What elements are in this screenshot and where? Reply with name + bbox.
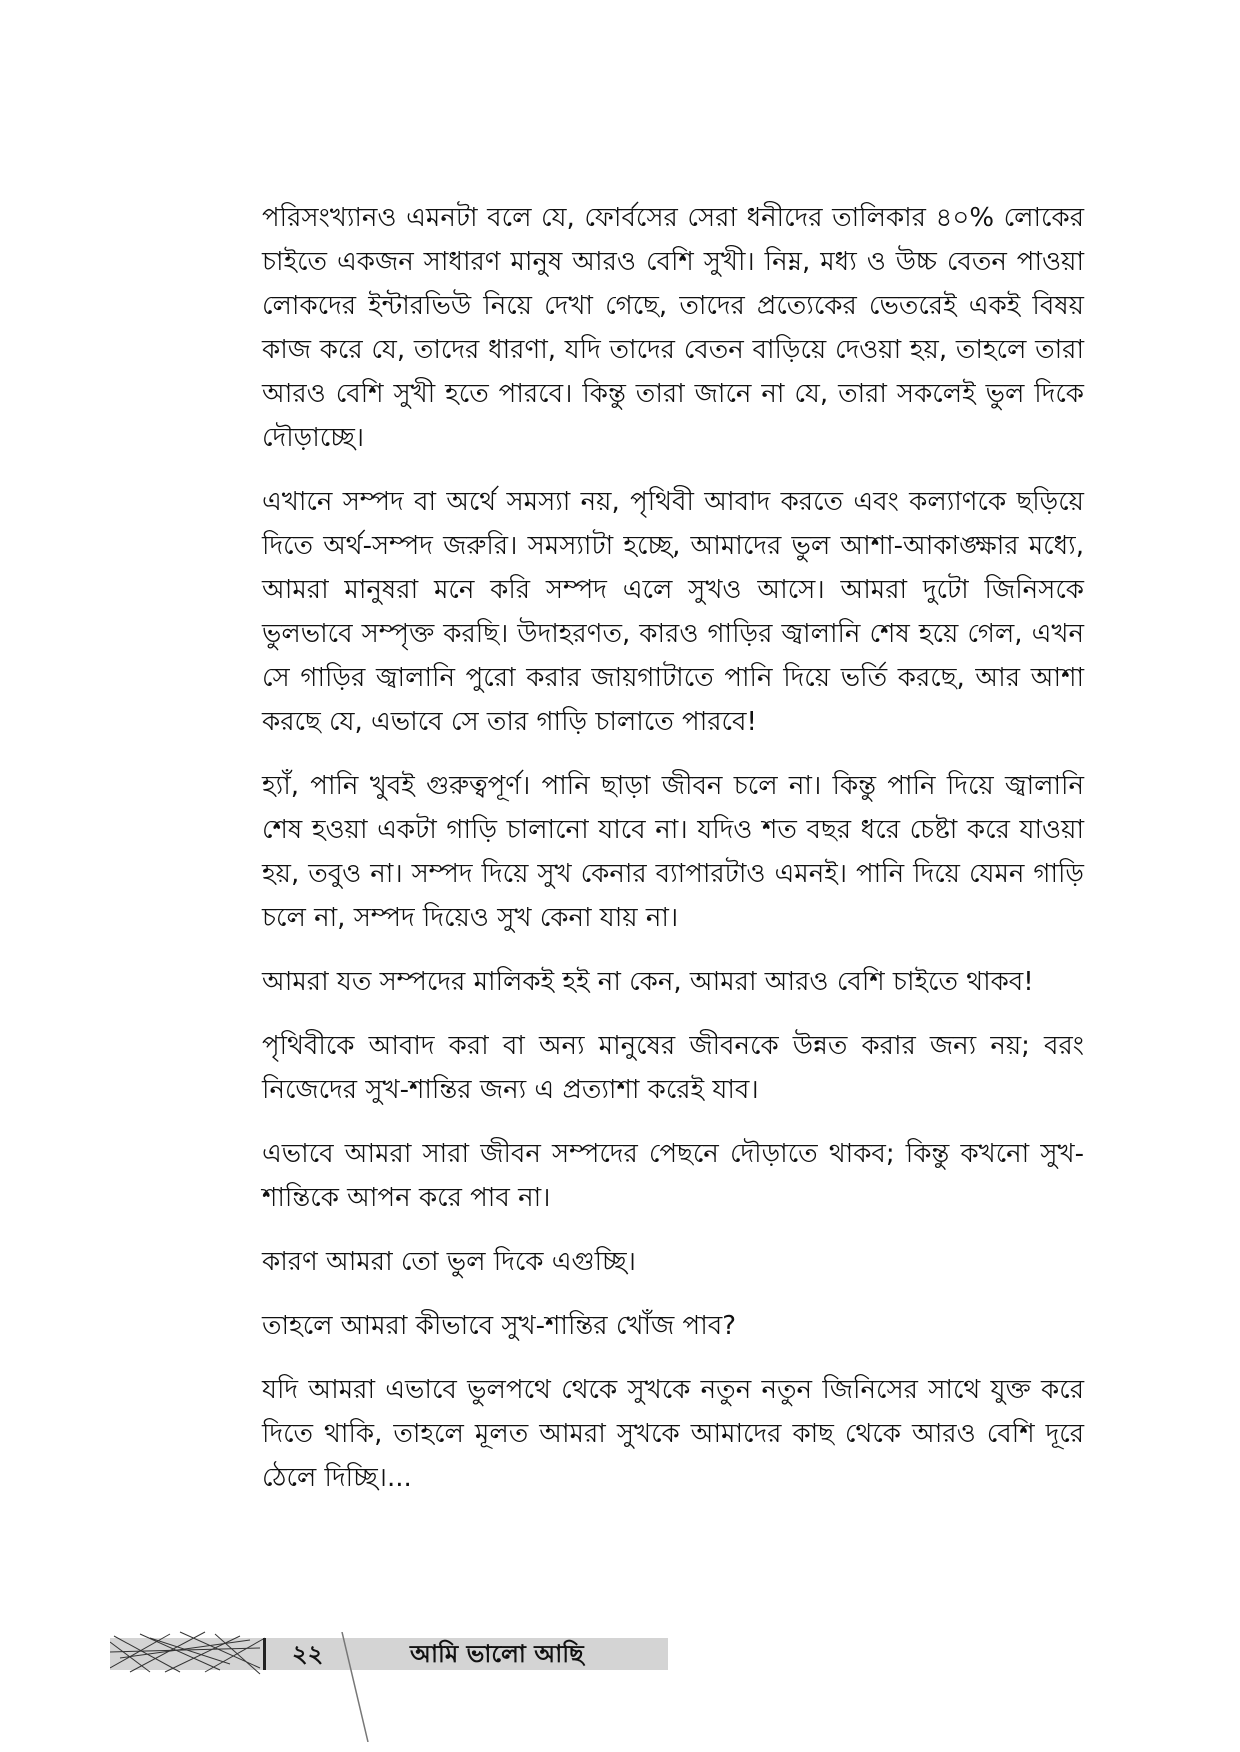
paragraph-wealth-problem: এখানে সম্পদ বা অর্থে সমস্যা নয়, পৃথিবী আবাদ করতে এবং কল্যাণকে ছড়িয়ে দিতে অর্থ-সম্পদ জরুরি। সমস্যাটা হচ্ছে, আমাদের ভুল আশা-আকাঙ্ক্ষার মধ্যে, আমরা মানুষরা মনে করি সম্পদ এলে সুখও আসে। আমরা দুটো জিনিসকে ভুলভাবে সম্পৃক্ত করছি। উদাহরণত, কারও গাড়ির জ্বালানি শেষ হয়ে গেল, এখন সে গাড়ির জ্বালানি পুরো করার জায়গাটাতে পানি দিয়ে ভর্তি করছে, আর আশা করছে যে, এভাবে সে তার গাড়ি চালাতে পারবে! (262, 487, 1084, 737)
paragraph-question: তাহলে আমরা কীভাবে সুখ-শান্তির খোঁজ পাব? (262, 1311, 737, 1341)
footer-line-ornament (110, 1628, 270, 1676)
paragraph-want-more: আমরা যত সম্পদের মালিকই হই না কেন, আমরা আরও বেশি চাইতে থাকব! (262, 967, 1034, 997)
paragraph-expectation: পৃথিবীকে আবাদ করা বা অন্য মানুষের জীবনকে উন্নত করার জন্য নয়; বরং নিজেদের সুখ-শান্তির জন্য এ প্রত্যাশা করেই যাব। (262, 1031, 1084, 1105)
paragraph-conclusion: যদি আমরা এভাবে ভুলপথে থেকে সুখকে নতুন নতুন জিনিসের সাথে যুক্ত করে দিতে থাকি, তাহলে মূলত আমরা সুখকে আমাদের কাছ থেকে আরও বেশি দূরে ঠেলে দিচ্ছি।... (262, 1375, 1084, 1493)
paragraph-water-analogy: হ্যাঁ, পানি খুবই গুরুত্বপূর্ণ। পানি ছাড়া জীবন চলে না। কিন্তু পানি দিয়ে জ্বালানি শেষ হওয়া একটা গাড়ি চালানো যাবে না। যদিও শত বছর ধরে চেষ্টা করে যাওয়া হয়, তবুও না। সম্পদ দিয়ে সুখ কেনার ব্যাপারটাও এমনই। পানি দিয়ে যেমন গাড়ি চলে না, সম্পদ দিয়েও সুখ কেনা যায় না। (262, 771, 1084, 933)
page-number: ২২ (292, 1640, 324, 1668)
page-footer (110, 1632, 668, 1672)
book-title: আমি ভালো আছি (410, 1640, 584, 1668)
paragraph-wrong-direction: কারণ আমরা তো ভুল দিকে এগুচ্ছি। (262, 1247, 636, 1277)
paragraph-chasing-wealth: এভাবে আমরা সারা জীবন সম্পদের পেছনে দৌড়াতে থাকব; কিন্তু কখনো সুখ-শান্তিকে আপন করে পাব না। (262, 1139, 1084, 1213)
page-body (262, 196, 1084, 1520)
footer-separator (263, 1638, 266, 1670)
paragraph-statistics: পরিসংখ্যানও এমনটা বলে যে, ফোর্বসের সেরা ধনীদের তালিকার ৪০% লোকের চাইতে একজন সাধারণ মানুষ আরও বেশি সুখী। নিম্ন, মধ্য ও উচ্চ বেতন পাওয়া লোকদের ইন্টারভিউ নিয়ে দেখা গেছে, তাদের প্রত্যেকের ভেতরেই একই বিষয় কাজ করে যে, তাদের ধারণা, যদি তাদের বেতন বাড়িয়ে দেওয়া হয়, তাহলে তারা আরও বেশি সুখী হতে পারবে। কিন্তু তারা জানে না যে, তারা সকলেই ভুল দিকে দৌড়াচ্ছে। (262, 203, 1084, 453)
